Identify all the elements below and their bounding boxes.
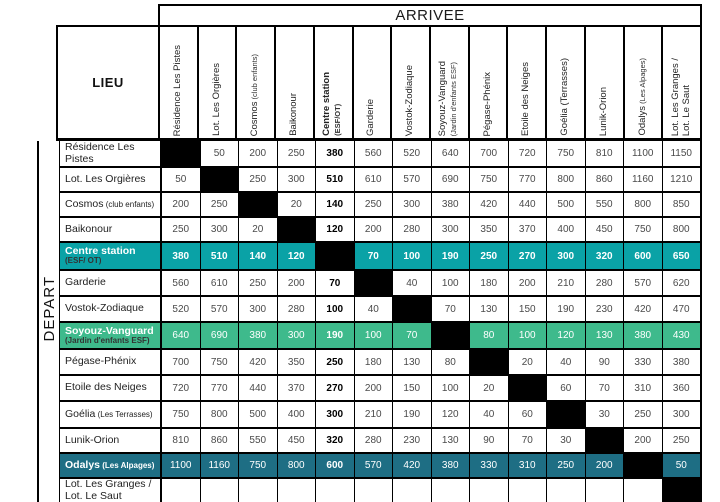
distance-cell: 770 <box>508 168 547 191</box>
distance-cell: 560 <box>354 141 393 166</box>
distance-cell <box>277 479 316 502</box>
distance-cell: 150 <box>508 297 547 321</box>
distance-cell: 280 <box>392 218 431 241</box>
diagonal-cell <box>392 297 431 321</box>
row-label-sublabel: (Les Alpages) <box>100 460 155 470</box>
depart-header <box>39 141 60 502</box>
distance-cell: 330 <box>623 350 662 374</box>
diagonal-cell <box>431 323 470 348</box>
col-header-label: Odalys (Les Alpages) <box>636 58 648 136</box>
distance-cell: 320 <box>315 429 354 452</box>
distance-cell: 70 <box>508 429 547 452</box>
distance-cell: 800 <box>200 402 239 427</box>
distance-cell: 420 <box>623 297 662 321</box>
col-header-label: Garderie <box>365 99 377 136</box>
col-header-5 <box>313 27 352 138</box>
distance-cell: 20 <box>238 218 277 241</box>
distance-cell: 600 <box>315 454 354 477</box>
distance-cell: 100 <box>508 323 547 348</box>
distance-cell: 520 <box>172 303 190 315</box>
distance-cell: 100 <box>315 297 354 321</box>
distance-cell: 770 <box>200 376 239 400</box>
distance-cell: 380 <box>238 323 277 348</box>
distance-cell: 20 <box>469 376 508 400</box>
row-label-text: Lunik-Orion <box>65 433 120 446</box>
row-label-text: Goélia (Les Terrasses) <box>65 407 153 420</box>
table-row <box>60 452 700 477</box>
row-label <box>60 168 162 191</box>
row-values <box>162 218 700 241</box>
distance-cell: 600 <box>623 243 662 269</box>
col-header-2 <box>197 27 236 138</box>
distance-cell: 230 <box>392 429 431 452</box>
distance-cell: 250 <box>238 271 277 295</box>
row-label <box>60 350 162 374</box>
distance-cell: 90 <box>585 350 624 374</box>
distance-cell <box>238 479 277 502</box>
table-row <box>60 427 700 452</box>
distance-cell: 130 <box>392 350 431 374</box>
distance-cell: 310 <box>623 376 662 400</box>
distance-cell: 250 <box>315 350 354 374</box>
row-label <box>60 454 162 477</box>
distance-cell: 500 <box>546 193 585 216</box>
row-label <box>60 193 162 216</box>
row-label <box>60 376 162 400</box>
distance-cell: 300 <box>315 402 354 427</box>
distance-cell: 1100 <box>169 460 192 471</box>
col-header-7 <box>390 27 429 138</box>
row-label <box>60 297 162 321</box>
distance-cell: 300 <box>546 243 585 269</box>
distance-cell: 400 <box>546 218 585 241</box>
diagonal-cell <box>354 271 393 295</box>
row-values <box>162 376 700 400</box>
diagonal-cell <box>585 429 624 452</box>
distance-cell: 130 <box>431 429 470 452</box>
distance-cell: 120 <box>277 243 316 269</box>
col-header-11 <box>545 27 584 138</box>
distance-cell: 140 <box>315 193 354 216</box>
row-label <box>60 141 162 166</box>
distance-cell: 550 <box>238 429 277 452</box>
distance-cell: 250 <box>469 243 508 269</box>
distance-cell: 300 <box>277 168 316 191</box>
col-header-sublabel: (ESF/OT) <box>333 103 343 136</box>
diagonal-cell <box>623 454 662 477</box>
distance-cell: 150 <box>392 376 431 400</box>
table-row <box>60 374 700 400</box>
distance-cell: 100 <box>392 243 431 269</box>
distance-cell: 510 <box>200 243 239 269</box>
distance-cell: 320 <box>585 243 624 269</box>
row-label-text: Centre station <box>65 245 136 258</box>
distance-cell: 20 <box>277 193 316 216</box>
row-label-text: Odalys (Les Alpages) <box>65 458 155 471</box>
distance-cell: 800 <box>546 168 585 191</box>
table-header <box>56 25 702 141</box>
distance-cell: 370 <box>508 218 547 241</box>
distance-cell: 1150 <box>662 141 701 166</box>
distance-cell: 640 <box>172 330 190 341</box>
distance-cell: 300 <box>277 323 316 348</box>
distance-cell <box>200 479 239 502</box>
distance-cell: 90 <box>469 429 508 452</box>
col-header-9 <box>468 27 507 138</box>
distance-cell: 200 <box>623 429 662 452</box>
distance-cell <box>315 479 354 502</box>
distance-cell: 50 <box>175 174 187 185</box>
distance-cell: 500 <box>238 402 277 427</box>
distance-cell: 250 <box>623 402 662 427</box>
distance-cell: 450 <box>277 429 316 452</box>
table-rows <box>60 141 700 502</box>
table-row <box>60 400 700 427</box>
distance-cell: 200 <box>354 376 393 400</box>
distance-cell: 690 <box>200 323 239 348</box>
col-header-sublabel: (club enfants) <box>250 53 260 102</box>
col-header-label: Lunik-Orion <box>597 86 609 136</box>
row-values <box>162 429 700 452</box>
row-values <box>162 323 700 348</box>
distance-cell: 400 <box>277 402 316 427</box>
row-values <box>162 141 700 166</box>
distance-cell: 40 <box>469 402 508 427</box>
distance-cell: 280 <box>585 271 624 295</box>
distance-cell: 360 <box>662 376 701 400</box>
row-values <box>162 479 700 502</box>
row-label-text: Soyouz-Vanguard <box>65 324 154 337</box>
row-values <box>162 168 700 191</box>
distance-cell: 190 <box>431 243 470 269</box>
distance-cell: 80 <box>469 323 508 348</box>
distance-cell: 200 <box>508 271 547 295</box>
distance-cell: 140 <box>238 243 277 269</box>
distance-cell: 200 <box>585 454 624 477</box>
distance-cell: 250 <box>354 193 393 216</box>
distance-cell: 420 <box>469 193 508 216</box>
distance-cell: 650 <box>662 243 701 269</box>
distance-cell: 570 <box>392 168 431 191</box>
row-label-text: Garderie <box>65 276 106 289</box>
row-label-text: Pégase-Phénix <box>65 355 137 368</box>
table-body <box>37 141 702 502</box>
row-label-text: Cosmos (club enfants) <box>65 197 155 210</box>
distance-cell <box>623 479 662 502</box>
table-row <box>60 166 700 191</box>
distance-cell: 470 <box>662 297 701 321</box>
distance-cell: 70 <box>354 243 393 269</box>
table-row <box>60 477 700 502</box>
distance-cell: 350 <box>469 218 508 241</box>
row-label-text: Résidence Les Pistes <box>65 141 135 165</box>
col-header-6 <box>352 27 391 138</box>
distance-cell: 70 <box>431 297 470 321</box>
distance-cell: 190 <box>392 402 431 427</box>
distance-cell: 860 <box>200 429 239 452</box>
arrivee-label: ARRIVEE <box>395 7 465 24</box>
diagonal-cell <box>277 218 316 241</box>
distance-cell: 810 <box>172 435 190 446</box>
distance-cell: 750 <box>623 218 662 241</box>
col-header-label: Centre station (ESF/OT) <box>321 72 343 136</box>
distance-cell: 50 <box>662 454 701 477</box>
distance-cell: 720 <box>508 141 547 166</box>
distance-cell: 570 <box>623 271 662 295</box>
distance-cell: 250 <box>546 454 585 477</box>
column-headers <box>160 27 700 138</box>
distance-cell: 250 <box>200 193 239 216</box>
col-header-label: Résidence Les Pistes <box>171 44 183 136</box>
distance-cell: 310 <box>508 454 547 477</box>
distance-cell: 200 <box>172 199 190 210</box>
distance-cell <box>354 479 393 502</box>
distance-cell: 70 <box>585 376 624 400</box>
col-header-label: Baikonour <box>288 93 300 136</box>
distance-cell: 510 <box>315 168 354 191</box>
distance-cell: 440 <box>508 193 547 216</box>
row-label-sublabel: (club enfants) <box>103 199 155 209</box>
col-header-1 <box>160 27 197 138</box>
row-label <box>60 479 162 502</box>
distance-cell <box>392 479 431 502</box>
diagonal-cell <box>162 141 200 166</box>
table-row <box>60 295 700 321</box>
distance-cell <box>162 479 200 502</box>
distance-cell: 750 <box>469 168 508 191</box>
row-label-sublabel: (Les Terrasses) <box>95 409 153 419</box>
distance-cell: 1100 <box>623 141 662 166</box>
distance-cell: 280 <box>354 429 393 452</box>
distance-cell: 20 <box>508 350 547 374</box>
diagonal-cell <box>315 243 354 269</box>
distance-cell: 860 <box>585 168 624 191</box>
distance-cell: 180 <box>354 350 393 374</box>
distance-cell: 30 <box>585 402 624 427</box>
arrivee-header <box>158 4 702 25</box>
distance-cell: 100 <box>431 271 470 295</box>
row-label-text: Lot. Les Granges / Lot. Le Saut <box>65 478 152 502</box>
lieu-label: LIEU <box>92 75 124 90</box>
distance-cell: 60 <box>546 376 585 400</box>
table-row <box>60 269 700 295</box>
row-label-text: Lot. Les Orgières <box>65 172 146 185</box>
col-header-label: Cosmos (club enfants) <box>249 53 261 136</box>
row-label <box>60 218 162 241</box>
distance-cell: 230 <box>585 297 624 321</box>
row-label <box>60 323 162 348</box>
distance-cell: 380 <box>431 193 470 216</box>
distance-cell: 610 <box>354 168 393 191</box>
distance-cell: 1160 <box>200 454 239 477</box>
distance-cell: 330 <box>469 454 508 477</box>
row-label <box>60 402 162 427</box>
distance-cell: 640 <box>431 141 470 166</box>
distance-cell: 300 <box>392 193 431 216</box>
row-values <box>162 271 700 295</box>
col-header-sublabel: (Les Alpages) <box>637 58 647 107</box>
table-row <box>60 321 700 348</box>
diagonal-cell <box>508 376 547 400</box>
distance-cell <box>469 479 508 502</box>
col-header-14 <box>661 27 700 138</box>
row-values <box>162 402 700 427</box>
distance-cell: 30 <box>546 429 585 452</box>
table-row <box>60 191 700 216</box>
distance-cell: 80 <box>431 350 470 374</box>
distance-cell: 270 <box>508 243 547 269</box>
table-row <box>60 348 700 374</box>
col-header-3 <box>235 27 274 138</box>
distance-cell: 40 <box>392 271 431 295</box>
diagonal-cell <box>546 402 585 427</box>
col-header-13 <box>623 27 662 138</box>
distance-cell: 200 <box>277 271 316 295</box>
distance-cell: 720 <box>172 382 190 394</box>
distance-cell: 300 <box>238 297 277 321</box>
distance-cell: 450 <box>585 218 624 241</box>
distance-cell: 570 <box>200 297 239 321</box>
distance-cell: 800 <box>623 193 662 216</box>
distance-cell: 750 <box>172 409 190 420</box>
distance-cell: 810 <box>585 141 624 166</box>
distance-cell: 130 <box>585 323 624 348</box>
distance-cell: 120 <box>546 323 585 348</box>
distance-cell: 380 <box>662 350 701 374</box>
distance-cell: 270 <box>315 376 354 400</box>
distance-cell <box>431 479 470 502</box>
distance-cell: 380 <box>315 141 354 166</box>
distance-cell: 300 <box>431 218 470 241</box>
row-label-text: Baikonour <box>65 222 113 235</box>
table-row <box>60 216 700 241</box>
row-label-text: Etoile des Neiges <box>65 381 147 394</box>
col-header-label: Goélia (Terrasses) <box>559 58 571 136</box>
col-header-label: Lot. Les Orgières <box>210 63 222 136</box>
distance-cell: 800 <box>277 454 316 477</box>
distance-cell: 750 <box>546 141 585 166</box>
row-label-sublabel: (Jardin d'enfants ESF) <box>65 335 150 345</box>
distance-cell: 280 <box>277 297 316 321</box>
distance-cell: 100 <box>354 323 393 348</box>
distance-cell: 440 <box>238 376 277 400</box>
distance-cell: 430 <box>662 323 701 348</box>
distance-cell: 750 <box>200 350 239 374</box>
distance-cell: 420 <box>238 350 277 374</box>
col-header-label: Etoile des Neiges <box>520 62 532 136</box>
distance-cell: 210 <box>546 271 585 295</box>
distance-cell: 610 <box>200 271 239 295</box>
distance-cell: 180 <box>469 271 508 295</box>
distance-cell: 70 <box>315 271 354 295</box>
distance-cell: 420 <box>392 454 431 477</box>
depart-label: DEPART <box>40 276 58 342</box>
row-values <box>162 297 700 321</box>
distance-cell: 60 <box>508 402 547 427</box>
distance-cell: 210 <box>354 402 393 427</box>
distance-cell: 380 <box>623 323 662 348</box>
diagonal-cell <box>238 193 277 216</box>
distance-cell: 70 <box>392 323 431 348</box>
distance-cell: 200 <box>354 218 393 241</box>
col-header-12 <box>584 27 623 138</box>
row-values <box>162 454 700 477</box>
col-header-label: Soyouz-Vanguard (Jardin d'enfants ESF) <box>437 60 459 136</box>
lieu-header <box>58 27 160 138</box>
diagonal-cell <box>200 168 239 191</box>
distance-cell: 1210 <box>662 168 701 191</box>
col-header-label: Vostok-Zodiaque <box>404 64 416 136</box>
distance-cell: 850 <box>662 193 701 216</box>
distance-cell: 190 <box>546 297 585 321</box>
distance-cell: 300 <box>662 402 701 427</box>
distance-cell: 50 <box>200 141 239 166</box>
col-header-4 <box>274 27 313 138</box>
row-label <box>60 271 162 295</box>
diagonal-cell <box>469 350 508 374</box>
col-header-8 <box>429 27 468 138</box>
distance-cell: 380 <box>172 250 190 262</box>
distance-cell: 560 <box>172 277 190 289</box>
distance-cell: 350 <box>277 350 316 374</box>
col-header-sublabel: (Jardin d'enfants ESF) <box>449 61 459 136</box>
table-row <box>60 241 700 269</box>
distance-cell: 250 <box>662 429 701 452</box>
distance-cell: 130 <box>469 297 508 321</box>
distance-cell: 1160 <box>623 168 662 191</box>
distance-cell <box>546 479 585 502</box>
row-values <box>162 243 700 269</box>
distance-cell: 700 <box>172 356 190 368</box>
distance-cell: 40 <box>354 297 393 321</box>
distance-cell: 190 <box>315 323 354 348</box>
distance-cell: 250 <box>238 168 277 191</box>
distance-cell: 120 <box>315 218 354 241</box>
row-label-text: Vostok-Zodiaque <box>65 302 144 315</box>
distance-cell: 750 <box>238 454 277 477</box>
diagonal-cell <box>662 479 701 502</box>
table-row <box>60 141 700 166</box>
distance-cell: 370 <box>277 376 316 400</box>
distance-cell: 570 <box>354 454 393 477</box>
row-label <box>60 429 162 452</box>
row-values <box>162 350 700 374</box>
distance-cell: 800 <box>662 218 701 241</box>
distance-cell: 120 <box>431 402 470 427</box>
distance-cell <box>508 479 547 502</box>
col-header-10 <box>506 27 545 138</box>
distance-cell: 300 <box>200 218 239 241</box>
distance-cell: 690 <box>431 168 470 191</box>
distance-cell: 620 <box>662 271 701 295</box>
col-header-label: Pégase-Phénix <box>481 71 493 136</box>
distance-cell: 250 <box>172 224 190 235</box>
row-values <box>162 193 700 216</box>
distance-cell: 40 <box>546 350 585 374</box>
distance-cell: 380 <box>431 454 470 477</box>
distance-cell: 550 <box>585 193 624 216</box>
distance-cell: 520 <box>392 141 431 166</box>
row-label <box>60 243 162 269</box>
col-header-label: Lot. Les Granges / Lot. Le Saut <box>669 57 692 136</box>
distance-cell: 100 <box>431 376 470 400</box>
distance-cell <box>585 479 624 502</box>
row-label-sublabel: (ESF/ OT) <box>65 256 102 266</box>
distance-cell: 200 <box>238 141 277 166</box>
distance-cell: 700 <box>469 141 508 166</box>
distance-cell: 250 <box>277 141 316 166</box>
